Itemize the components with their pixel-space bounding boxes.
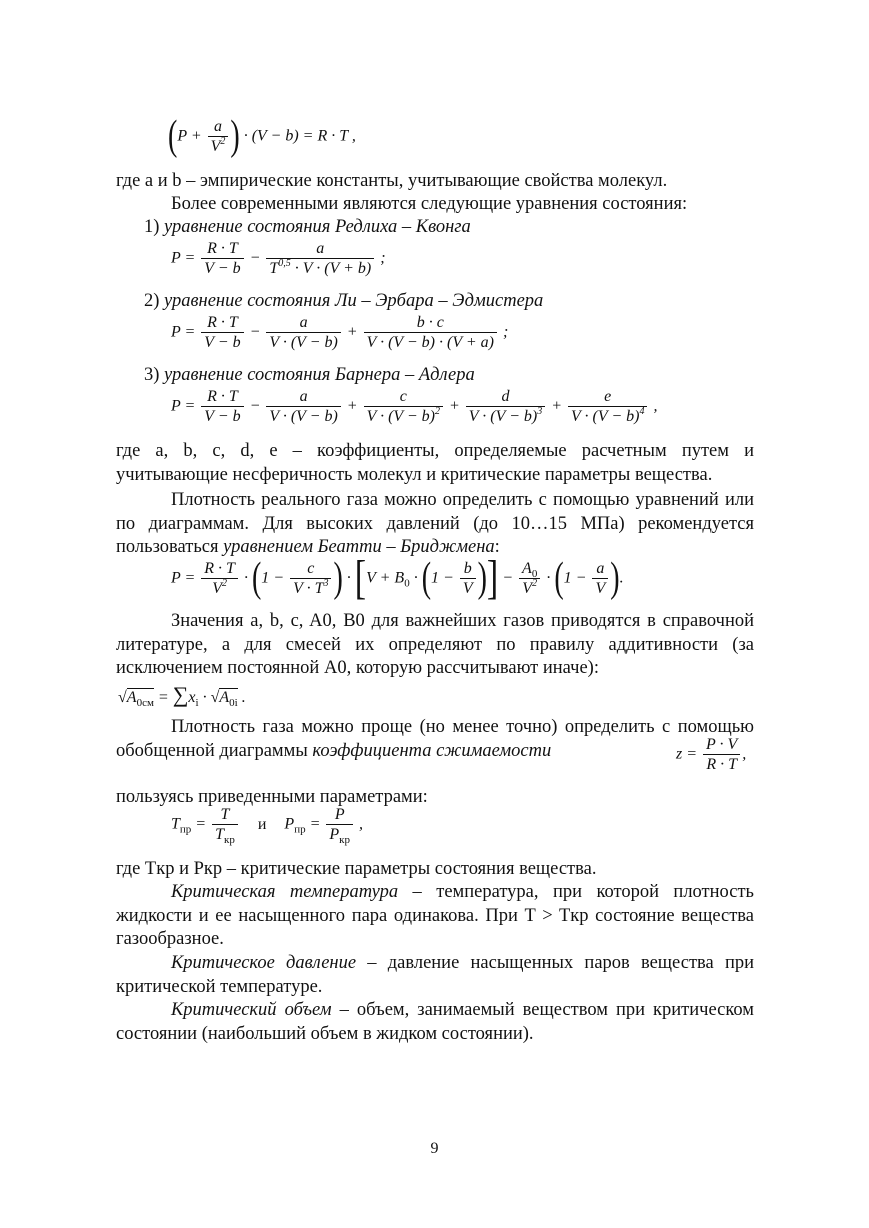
paragraph-critical-params: где Tкр и Pкр – критические параметры состояния вещества. xyxy=(116,859,597,879)
term: Критический объем xyxy=(171,1000,332,1020)
term-beattie-bridgeman: уравнением Беатти – Бриджмена xyxy=(223,537,495,557)
reduced-and: и xyxy=(257,815,267,833)
definition-critical-temperature: Критическая температура – температура, при которой плотность жидкости и ее насыщенного пара одинакова. При T > Tкр состояние вещества газообразное. xyxy=(116,882,754,949)
equation-beattie-bridgeman: P = $\frac{R \cdot T}{V^2}$ · (1 − $\frac{c}{V \cdot T^3}$ ) · [$V + B_0 \cdot (1$ − $\frac{b}{V}$ )] − $\frac{A_0}{V^2}$ · (1 − $\frac{a}{V}$ ). xyxy=(171,552,624,605)
list-item-2 xyxy=(144,290,543,314)
equation-lee-erbar-edmister: P = $\frac{R \cdot T}{V - b}$ − $\frac{a}{V \cdot (V - b)}$ + $\frac{b \cdot c}{V \cdot (V - b) \cdot (V + a)}$ ; xyxy=(171,314,509,351)
equation-van-der-waals: (P + $\frac{a}{V^2}$ ) · (V − b) = R · T , xyxy=(168,113,356,160)
page-number: 9 xyxy=(430,1140,439,1157)
paragraph-coefficient-values: Значения a, b, c, A0, B0 для важнейших газов приводятся в справочной литературе, а для смесей их определяют по правилу аддитивности (за исключением постоянной A0, которую рассчитывают иначе): xyxy=(116,611,754,678)
term: Критическая температура xyxy=(171,882,399,902)
term-compressibility: коэффициента сжимаемости xyxy=(312,740,552,761)
list-number: 2) xyxy=(144,291,160,311)
paragraph-coefficients: где a, b, c, d, e – коэффициенты, определяемые расчетным путем и учитывающие несферичность молекул и критические параметры вещества. xyxy=(116,441,754,485)
equation-barner-adler: P = $\frac{R \cdot T}{V - b}$ − $\frac{a}{V \cdot (V - b)}$ + $\frac{c}{V \cdot (V - b)^2}$ + $\frac{d}{V \cdot (V - b)^3}$ + $\frac{e}{V \cdot (V - b)^4}$ , xyxy=(171,388,658,425)
term: Критическое давление xyxy=(171,953,357,973)
equation-reduced-params: $T_{пр}$ = $\frac{T}{T_{кр}}$ и $P_{пр}$ = $\frac{P}{P_{кр}}$ , xyxy=(171,806,364,846)
paragraph-reduced-params: пользуясь приведенными параметрами: xyxy=(116,787,428,807)
paragraph-compressibility: Плотность газа можно проще (но менее точно) определить с помощью обобщенной диаграммы коэффициента сжимаемости xyxy=(116,717,754,761)
list-item-1 xyxy=(144,216,471,240)
list-label: уравнение состояния Редлиха – Квонга xyxy=(164,217,471,237)
definition-critical-pressure: Критическое давление – давление насыщенных паров вещества при критической температуре. xyxy=(116,953,754,997)
equation-additivity: $√A_{0см} = \sum x_i \cdot √A_{0i}$ . xyxy=(118,682,246,709)
paragraph-constants: где a и b – эмпирические константы, учитывающие свойства молекул. xyxy=(116,171,668,191)
list-number: 3) xyxy=(144,365,160,385)
list-label: уравнение состояния Ли – Эрбара – Эдмистера xyxy=(164,291,544,311)
list-label: уравнение состояния Барнера – Адлера xyxy=(164,365,475,385)
equation-compressibility-factor: z = $\frac{P \cdot V}{R \cdot T}$ , xyxy=(676,736,747,773)
paragraph-real-gas-density: Плотность реального газа можно определить с помощью уравнений или по диаграммам. Для высоких давлений (до 10…15 МПа) рекомендуется пользоваться уравнением Беатти – Бриджмена: xyxy=(116,490,754,557)
paragraph-modern-equations: Более современными являются следующие уравнения состояния: xyxy=(171,194,688,214)
equation-redlich-kwong: P = $\frac{R \cdot T}{V - b}$ − $\frac{a}{T^{0,5} \cdot V \cdot (V + b)}$ ; xyxy=(171,240,386,277)
definition-critical-volume: Критический объем – объем, занимаемый веществом при критическом состоянии (наибольший объем в жидком состоянии). xyxy=(116,1000,755,1044)
list-number: 1) xyxy=(144,217,160,237)
list-item-3 xyxy=(144,364,475,388)
